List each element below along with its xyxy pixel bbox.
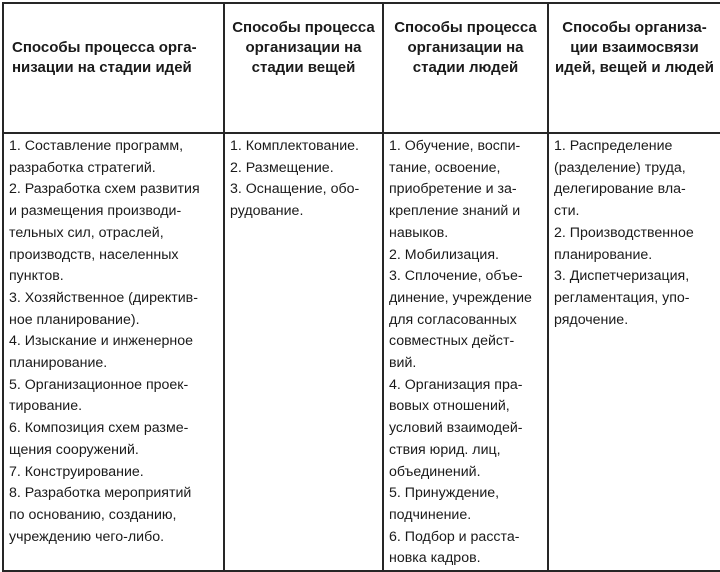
header-interrelation bbox=[548, 3, 720, 133]
cell-line: 3. Хозяйственное (директив- bbox=[9, 289, 198, 306]
cell-line: тание, освоение, bbox=[389, 159, 501, 176]
cell-line: 1. Обучение, воспи- bbox=[389, 138, 521, 154]
header-line: Способы процесса bbox=[232, 19, 375, 36]
cell-line: регламентация, упо- bbox=[554, 289, 690, 306]
cell-line: делегирование вла- bbox=[554, 181, 686, 198]
header-row bbox=[3, 3, 720, 133]
cell-line: для согласованных bbox=[389, 311, 517, 328]
cell-line: щения сооружений. bbox=[9, 441, 139, 458]
header-line: Способы организа- bbox=[562, 19, 707, 36]
cell-line: 8. Разработка мероприятий bbox=[9, 485, 192, 502]
organization-methods-table bbox=[2, 2, 720, 572]
cell-line: вовых отношений, bbox=[389, 398, 510, 415]
cell-line: 2. Разработка схем развития bbox=[9, 181, 200, 198]
cell-things-methods bbox=[224, 133, 383, 571]
header-line: организации на bbox=[407, 39, 524, 56]
header-line: стадии вещей bbox=[251, 59, 356, 76]
cell-line: объединений. bbox=[389, 463, 481, 480]
cell-line: тирование. bbox=[9, 398, 83, 415]
cell-line: 5. Принуждение, bbox=[389, 485, 500, 502]
cell-line: вий. bbox=[389, 355, 417, 372]
cell-line: 4. Изыскание и инженерное bbox=[9, 333, 194, 350]
header-line: стадии людей bbox=[412, 59, 519, 76]
cell-line: 2. Производственное bbox=[554, 224, 694, 241]
cell-line: 7. Конструирование. bbox=[9, 463, 144, 480]
cell-line: 1. Распределение bbox=[554, 138, 673, 154]
cell-line: динение, учреждение bbox=[389, 289, 532, 306]
cell-line: ное планирование). bbox=[9, 311, 140, 328]
cell-line: учреждению чего-либо. bbox=[9, 528, 165, 545]
cell-line: подчинение. bbox=[389, 506, 472, 523]
cell-line: планирование. bbox=[9, 355, 108, 372]
cell-line: по основанию, созданию, bbox=[9, 506, 177, 523]
cell-line: 3. Диспетчеризация, bbox=[554, 268, 690, 285]
header-line: ции взаимосвязи bbox=[570, 39, 699, 56]
cell-line: 6. Композиция схем разме- bbox=[9, 420, 189, 437]
cell-interrelation-methods bbox=[548, 133, 720, 571]
header-ideas bbox=[3, 3, 224, 133]
cell-line: производств, населенных bbox=[9, 246, 179, 263]
cell-line: разработка стратегий. bbox=[9, 159, 156, 176]
cell-line: рудование. bbox=[230, 203, 304, 220]
cell-line: 1. Комплектование. bbox=[230, 138, 359, 154]
cell-line: приобретение и за- bbox=[389, 181, 517, 198]
cell-line: 4. Организация пра- bbox=[389, 376, 523, 393]
body-row bbox=[3, 133, 720, 571]
cell-line: условий взаимодей- bbox=[389, 420, 523, 437]
cell-line: тельных сил, отраслей, bbox=[9, 224, 164, 241]
cell-line: крепление знаний и bbox=[389, 203, 521, 220]
cell-line: 1. Составление программ, bbox=[9, 138, 184, 154]
cell-line: и размещения производи- bbox=[9, 203, 182, 220]
header-line: низации на стадии идей bbox=[12, 59, 192, 76]
cell-line: 5. Организационное проек- bbox=[9, 376, 189, 393]
header-line: Способы процесса bbox=[394, 19, 537, 36]
cell-line: планирование. bbox=[554, 246, 653, 263]
cell-line: 3. Сплочение, объе- bbox=[389, 268, 523, 285]
header-people bbox=[383, 3, 548, 133]
cell-line: навыков. bbox=[389, 224, 449, 241]
header-things bbox=[224, 3, 383, 133]
cell-line: (разделение) труда, bbox=[554, 159, 686, 176]
cell-line: сти. bbox=[554, 203, 580, 220]
cell-line: ствия юрид. лиц, bbox=[389, 441, 501, 458]
cell-line: новка кадров. bbox=[389, 550, 481, 567]
cell-ideas-methods bbox=[3, 133, 224, 571]
cell-line: 2. Размещение. bbox=[230, 159, 334, 176]
cell-line: 2. Мобилизация. bbox=[389, 246, 499, 263]
cell-line: 6. Подбор и расста- bbox=[389, 528, 520, 545]
cell-line: пунктов. bbox=[9, 268, 64, 285]
cell-line: 3. Оснащение, обо- bbox=[230, 181, 360, 198]
cell-line: рядочение. bbox=[554, 311, 629, 328]
cell-people-methods bbox=[383, 133, 548, 571]
cell-line: совместных дейст- bbox=[389, 333, 515, 350]
header-line: идей, вещей и людей bbox=[554, 59, 714, 76]
header-line: организации на bbox=[245, 39, 362, 56]
header-line: Способы процесса орга- bbox=[12, 39, 197, 56]
